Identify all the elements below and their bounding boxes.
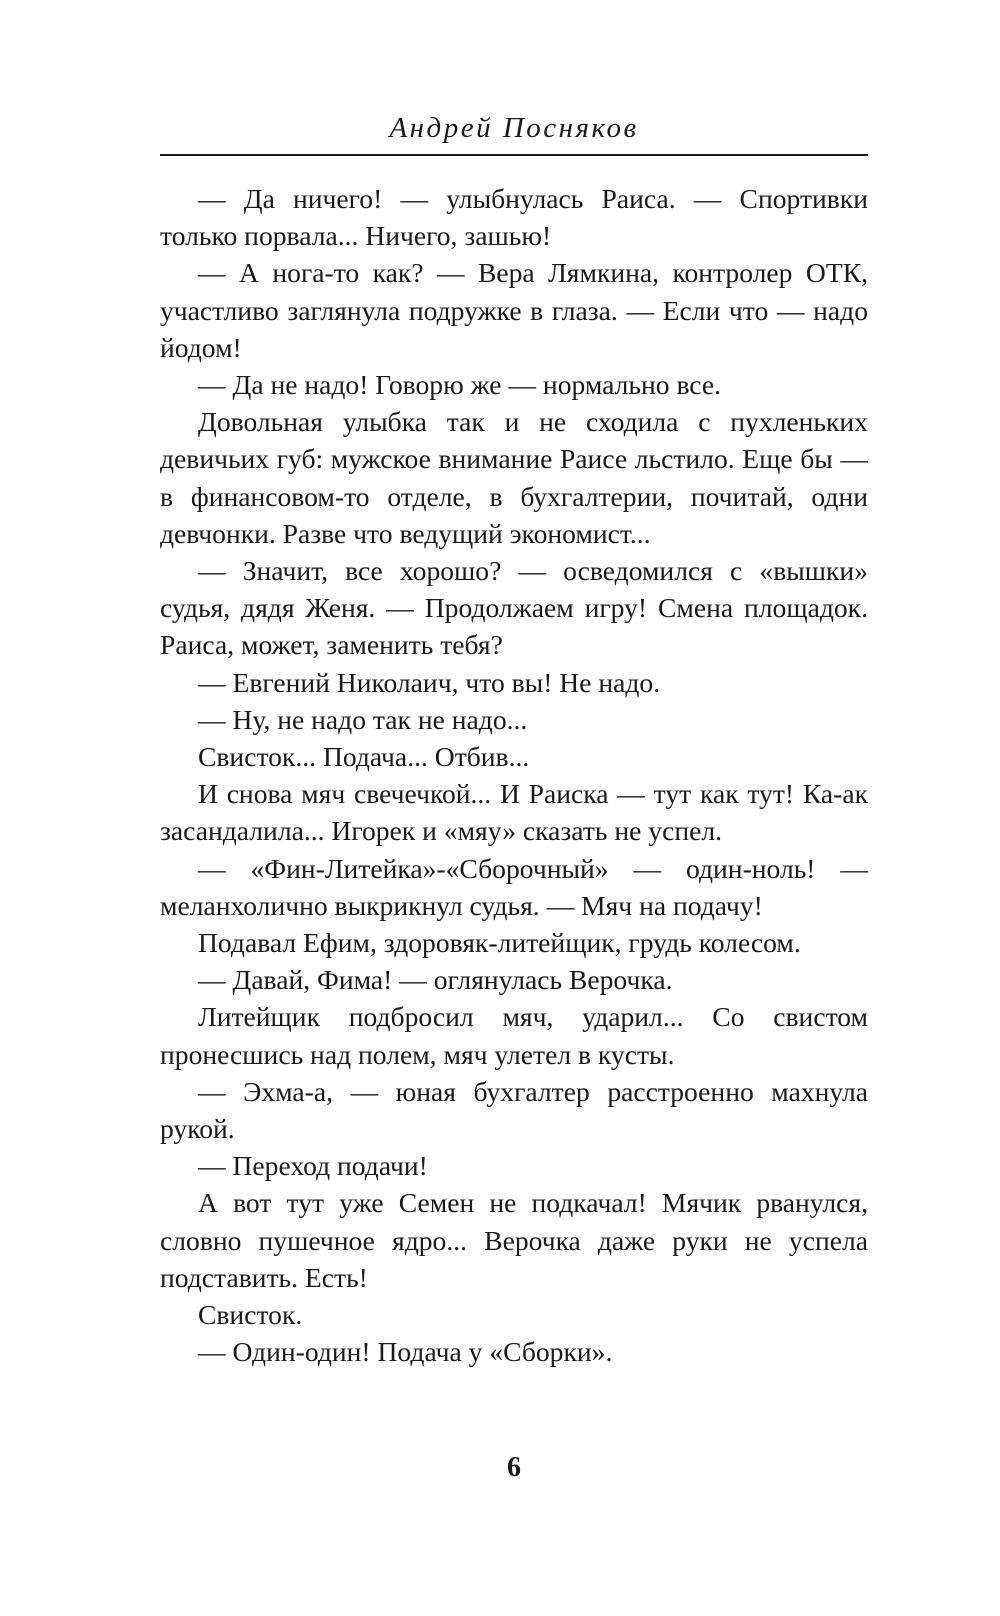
paragraph: Литейщик подбросил мяч, ударил... Со свистом пронесшись над полем, мяч улетел в кусты. [160, 1001, 868, 1070]
paragraph: — Один-один! Подача у «Сборки». [198, 1336, 613, 1368]
paragraph: — «Фин-Литейка»-«Сборочный» — один-ноль! — меланхолично выкрикнул судья. — Мяч на подачу! [160, 852, 868, 921]
paragraph: Довольная улыбка так и не сходила с пухленьких девичьих губ: мужское внимание Раисе льстило. Еще бы — в финансовом-то отделе, в бухгалтерии, почитай, одни девчонки. Разве что ведущий экономист... [160, 406, 868, 549]
paragraph: — А нога-то как? — Вера Лямкина, контролер ОТК, участливо заглянула подружке в глаза. — Если что — надо йодом! [160, 257, 868, 363]
page-number: 6 [507, 1452, 521, 1483]
paragraph: — Переход подачи! [198, 1150, 428, 1182]
paragraph: А вот тут уже Семен не подкачал! Мячик рванулся, словно пушечное ядро... Верочка даже руки не успела подставить. Есть! [160, 1187, 868, 1293]
paragraph: — Да ничего! — улыбнулась Раиса. — Спортивки только порвала... Ничего, зашью! [160, 183, 868, 252]
header-rule [160, 154, 868, 156]
paragraph: — Евгений Николаич, что вы! Не надо. [198, 666, 661, 698]
paragraph: Подавал Ефим, здоровяк-литейщик, грудь колесом. [198, 927, 801, 959]
body-text [160, 180, 868, 1371]
paragraph: — Ну, не надо так не надо... [198, 703, 528, 735]
paragraph: — Эхма-а, — юная бухгалтер расстроенно махнула рукой. [160, 1075, 868, 1145]
paragraph: — Давай, Фима! — оглянулась Верочка. [198, 964, 673, 996]
paragraph: Свисток... Подача... Отбив... [198, 741, 530, 773]
paragraph: — Да не надо! Говорю же — нормально все. [198, 369, 722, 401]
paragraph: — Значит, все хорошо? — осведомился с «вышки» судья, дядя Женя. — Продолжаем игру! Смена площадок. Раиса, может, заменить тебя? [160, 555, 868, 661]
running-head-author: Андрей Посняков [389, 112, 639, 144]
paragraph: И снова мяч свечечкой... И Раиска — тут как тут! Ка-ак засандалила... Игорек и «мяу» сказать не успел. [160, 778, 868, 847]
paragraph: Свисток. [198, 1299, 303, 1331]
